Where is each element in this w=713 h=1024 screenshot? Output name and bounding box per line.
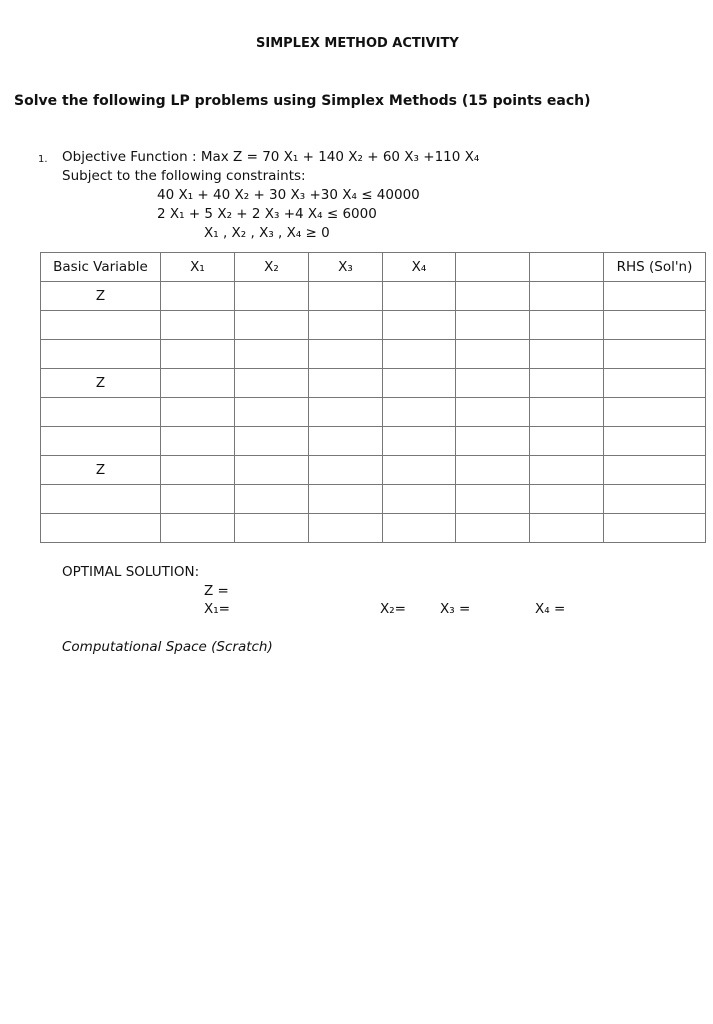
table-cell bbox=[530, 369, 604, 398]
table-cell bbox=[604, 369, 706, 398]
simplex-tableau bbox=[40, 252, 706, 543]
constraint-1: 40 X₁ + 40 X₂ + 30 X₃ +30 X₄ ≤ 40000 bbox=[157, 187, 420, 203]
table-cell bbox=[309, 514, 383, 543]
table-cell bbox=[309, 485, 383, 514]
table-cell bbox=[309, 427, 383, 456]
nonnegativity-constraint: X₁ , X₂ , X₃ , X₄ ≥ 0 bbox=[204, 225, 330, 241]
table-cell bbox=[604, 485, 706, 514]
table-cell bbox=[604, 514, 706, 543]
table-cell bbox=[235, 398, 309, 427]
optimal-solution-label: OPTIMAL SOLUTION: bbox=[62, 564, 200, 580]
optimal-z: Z = bbox=[204, 583, 229, 599]
table-cell bbox=[161, 514, 235, 543]
table-row bbox=[41, 311, 706, 340]
table-cell bbox=[604, 311, 706, 340]
table-cell bbox=[604, 456, 706, 485]
table-cell bbox=[309, 456, 383, 485]
table-cell bbox=[383, 369, 456, 398]
table-cell bbox=[161, 311, 235, 340]
table-cell bbox=[235, 514, 309, 543]
table-row bbox=[41, 456, 706, 485]
table-cell bbox=[235, 485, 309, 514]
table-cell bbox=[383, 398, 456, 427]
table-cell bbox=[530, 485, 604, 514]
instruction-heading: Solve the following LP problems using Simplex Methods (15 points each) bbox=[14, 93, 591, 109]
optimal-x4: X₄ = bbox=[535, 601, 566, 617]
table-cell bbox=[161, 427, 235, 456]
basic-variable-cell: Z bbox=[41, 282, 161, 311]
basic-variable-cell bbox=[41, 514, 161, 543]
optimal-x3: X₃ = bbox=[440, 601, 471, 617]
table-cell bbox=[161, 485, 235, 514]
table-cell bbox=[161, 282, 235, 311]
table-row bbox=[41, 369, 706, 398]
table-cell bbox=[309, 340, 383, 369]
constraints-intro: Subject to the following constraints: bbox=[62, 168, 306, 184]
table-cell bbox=[235, 456, 309, 485]
table-cell bbox=[161, 398, 235, 427]
scratch-label: Computational Space (Scratch) bbox=[62, 639, 273, 655]
table-cell bbox=[456, 340, 530, 369]
table-cell bbox=[383, 456, 456, 485]
table-cell bbox=[530, 282, 604, 311]
optimal-x1: X₁= bbox=[204, 601, 230, 617]
table-cell bbox=[383, 514, 456, 543]
table-cell bbox=[530, 398, 604, 427]
table-row bbox=[41, 282, 706, 311]
column-header bbox=[530, 253, 604, 282]
table-cell bbox=[456, 456, 530, 485]
table-cell bbox=[235, 369, 309, 398]
table-cell bbox=[235, 311, 309, 340]
table-cell bbox=[530, 340, 604, 369]
problem-number: 1. bbox=[38, 154, 48, 165]
column-header: X₃ bbox=[309, 253, 383, 282]
column-header: Basic Variable bbox=[41, 253, 161, 282]
table-cell bbox=[604, 427, 706, 456]
table-cell bbox=[456, 514, 530, 543]
table-cell bbox=[161, 456, 235, 485]
table-cell bbox=[456, 282, 530, 311]
table-cell bbox=[383, 485, 456, 514]
table-cell bbox=[604, 398, 706, 427]
basic-variable-cell bbox=[41, 427, 161, 456]
table-cell bbox=[456, 398, 530, 427]
table-cell bbox=[456, 369, 530, 398]
table-cell bbox=[309, 311, 383, 340]
table-cell bbox=[530, 427, 604, 456]
column-header: X₁ bbox=[161, 253, 235, 282]
table-header-row bbox=[41, 253, 706, 282]
column-header: RHS (Sol'n) bbox=[604, 253, 706, 282]
table-cell bbox=[456, 485, 530, 514]
table-cell bbox=[456, 427, 530, 456]
table-cell bbox=[309, 282, 383, 311]
optimal-x2: X₂= bbox=[380, 601, 406, 617]
table-row bbox=[41, 514, 706, 543]
table-cell bbox=[530, 514, 604, 543]
table-cell bbox=[309, 369, 383, 398]
column-header: X₄ bbox=[383, 253, 456, 282]
objective-function: Objective Function : Max Z = 70 X₁ + 140 X₂ + 60 X₃ +110 X₄ bbox=[62, 149, 480, 165]
table-row bbox=[41, 485, 706, 514]
table-cell bbox=[309, 398, 383, 427]
table-cell bbox=[530, 311, 604, 340]
table-cell bbox=[235, 340, 309, 369]
basic-variable-cell bbox=[41, 485, 161, 514]
table-cell bbox=[604, 340, 706, 369]
table-cell bbox=[235, 427, 309, 456]
table-row bbox=[41, 427, 706, 456]
basic-variable-cell: Z bbox=[41, 456, 161, 485]
table-cell bbox=[383, 340, 456, 369]
table-row bbox=[41, 340, 706, 369]
table-cell bbox=[161, 369, 235, 398]
table-cell bbox=[530, 456, 604, 485]
table-cell bbox=[161, 340, 235, 369]
table-cell bbox=[235, 282, 309, 311]
table-cell bbox=[383, 427, 456, 456]
table-cell bbox=[383, 311, 456, 340]
basic-variable-cell bbox=[41, 340, 161, 369]
document-title: SIMPLEX METHOD ACTIVITY bbox=[256, 36, 459, 51]
table-cell bbox=[383, 282, 456, 311]
table-cell bbox=[456, 311, 530, 340]
basic-variable-cell: Z bbox=[41, 369, 161, 398]
basic-variable-cell bbox=[41, 398, 161, 427]
column-header bbox=[456, 253, 530, 282]
constraint-2: 2 X₁ + 5 X₂ + 2 X₃ +4 X₄ ≤ 6000 bbox=[157, 206, 377, 222]
table-row bbox=[41, 398, 706, 427]
basic-variable-cell bbox=[41, 311, 161, 340]
column-header: X₂ bbox=[235, 253, 309, 282]
table-cell bbox=[604, 282, 706, 311]
